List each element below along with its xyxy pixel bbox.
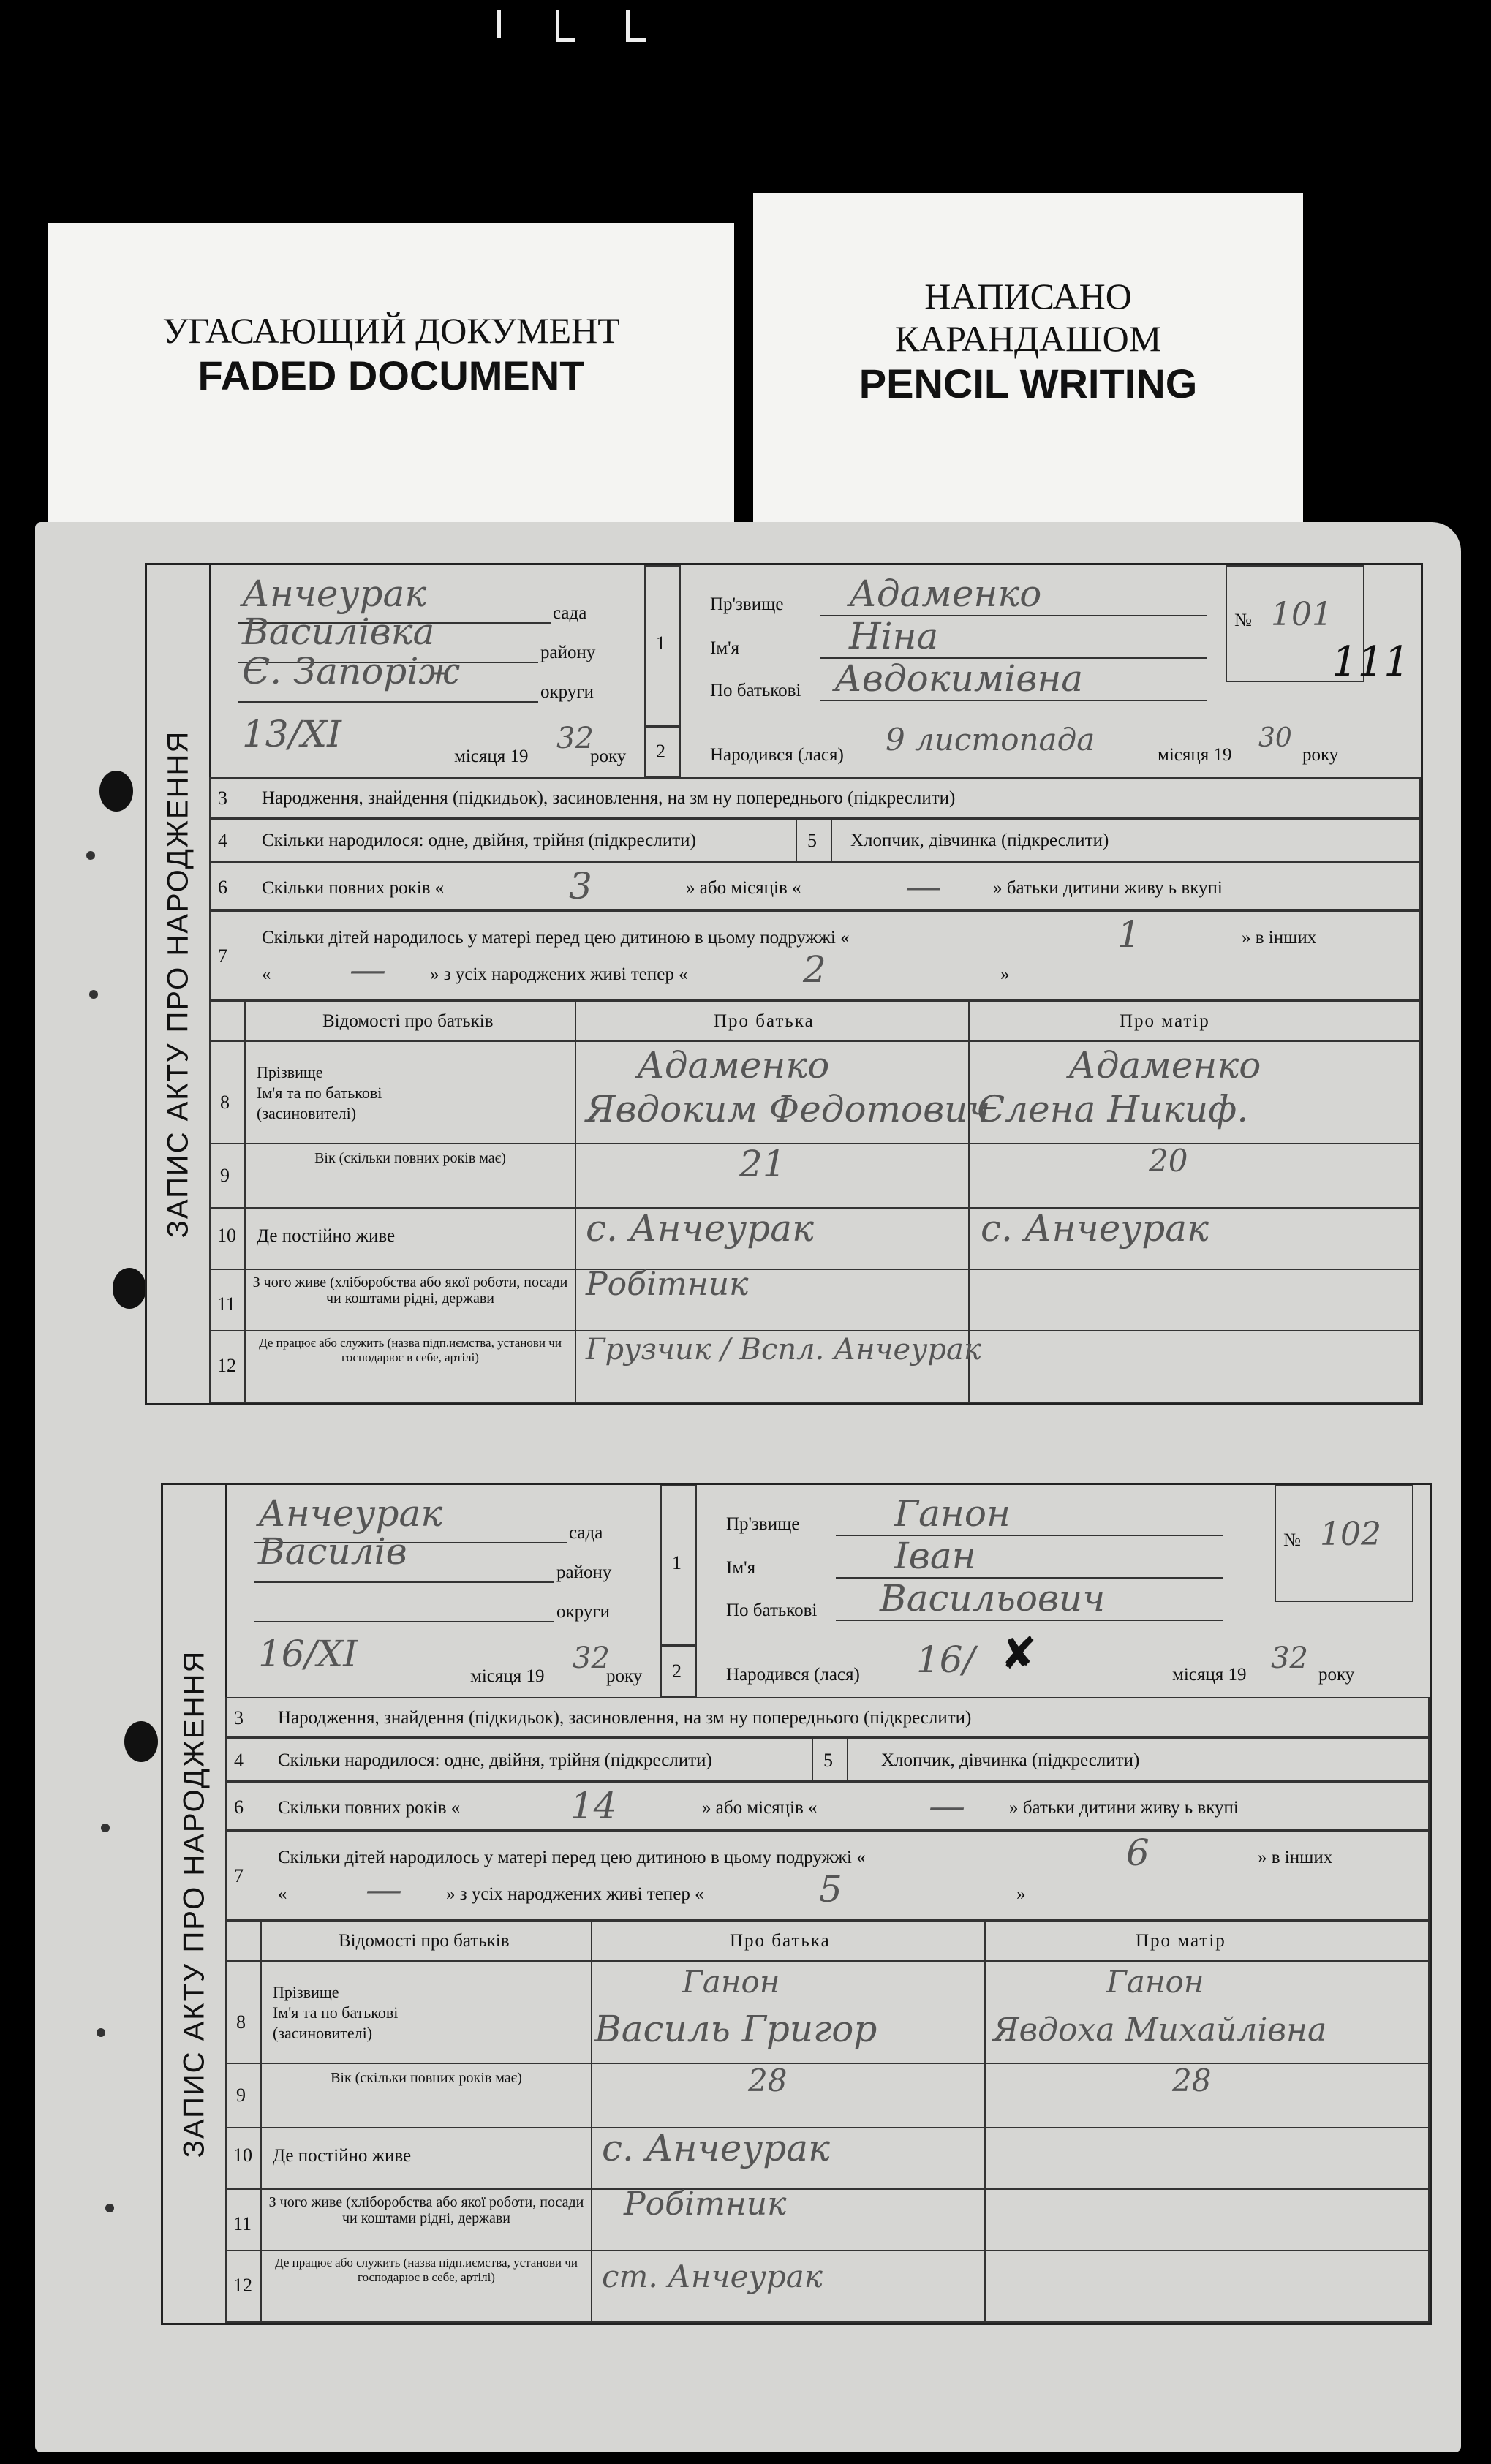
record-band-title: ЗАПИС АКТУ ПРО НАРОДЖЕННЯ <box>178 1649 210 2158</box>
born-year: 30 <box>1258 723 1292 753</box>
underline <box>820 700 1207 701</box>
row-divider <box>209 1143 1421 1144</box>
number-label: № <box>1283 1530 1301 1550</box>
children-other: — <box>366 1868 402 1911</box>
pencil-notice-ru1: НАПИСАНО <box>924 276 1132 317</box>
village-value: Анчеурак <box>242 572 427 615</box>
born-label: Народився (лася) <box>726 1665 860 1685</box>
parents-number-column <box>225 1921 262 2323</box>
row-divider <box>225 2188 1430 2190</box>
row-number-9: 9 <box>220 1165 230 1186</box>
row-3-text: Народження, знайдення (підкидьок), засиновлення, на зм ну попереднього (підкреслити) <box>278 1708 972 1728</box>
record-number: 102 <box>1320 1516 1381 1553</box>
living-now: 5 <box>819 1868 842 1911</box>
born-month-label: місяця 19 <box>1172 1665 1247 1685</box>
pencil-notice-ru2: КАРАНДАШОМ <box>894 318 1162 359</box>
underline <box>238 701 538 703</box>
father-name: Василь Григор <box>594 2008 877 2050</box>
underline <box>254 1581 554 1583</box>
row-3 <box>209 777 1421 818</box>
living-now: 2 <box>803 948 826 991</box>
row-4-text: Скільки народилося: одне, двійня, трійня (підкреслити) <box>262 831 696 850</box>
row-7 <box>209 910 1421 1001</box>
okrug-label: округи <box>540 682 594 702</box>
row-11-text: З чого живе (хліборобства або якої роботи, посади чи коштами рідні, держави <box>252 1274 568 1307</box>
row-number-7: 7 <box>234 1865 244 1886</box>
row-7-text-c: « <box>278 1884 287 1904</box>
okrug-label: округи <box>556 1602 610 1622</box>
district-label: району <box>556 1562 612 1582</box>
row-5-text: Хлопчик, дівчинка (підкреслити) <box>881 1750 1140 1770</box>
born-year: 32 <box>1271 1641 1308 1675</box>
years-together: 14 <box>570 1785 617 1827</box>
underline <box>254 1621 554 1622</box>
father-age: 28 <box>748 2063 788 2098</box>
faded-document-notice <box>48 223 734 523</box>
year-label: року <box>606 1666 643 1686</box>
number-label: № <box>1234 611 1252 630</box>
faded-notice-en: FADED DOCUMENT <box>197 352 585 398</box>
surname-label: Пр'звище <box>710 594 784 614</box>
cross-mark-icon: ✘ <box>1000 1628 1038 1679</box>
row-number-9: 9 <box>236 2085 246 2106</box>
row-7 <box>225 1830 1430 1921</box>
name-label: Ім'я <box>726 1558 756 1578</box>
row-number-2: 2 <box>672 1660 682 1682</box>
child-name: Іван <box>894 1535 976 1577</box>
row-10-text: Де постійно живе <box>273 2146 412 2166</box>
mother-name: Єлена Никиф. <box>977 1088 1249 1130</box>
month-label: місяця 19 <box>470 1666 545 1686</box>
surname-label: Пр'звище <box>726 1514 800 1534</box>
months-together: — <box>905 865 942 907</box>
registration-year: 32 <box>556 722 594 755</box>
father-age: 21 <box>739 1143 786 1185</box>
row-6-text-b: » або місяців « <box>686 878 801 898</box>
punch-dot <box>89 990 98 999</box>
mother-residence: с. Анчеурак <box>981 1207 1209 1250</box>
row-8-text: Прізвище Ім'я та по батькові (засиновителі) <box>257 1063 382 1122</box>
row-number-11: 11 <box>217 1293 236 1315</box>
row-6-text-a: Скільки повних років « <box>278 1798 461 1818</box>
mother-header: Про матір <box>1120 1011 1210 1031</box>
name-label: Ім'я <box>710 638 740 658</box>
record-number-box <box>1275 1485 1413 1602</box>
years-together: 3 <box>569 865 592 907</box>
child-surname: Адаменко <box>849 572 1042 615</box>
row-9-text: Вік (скільки повних років має) <box>331 2070 522 2086</box>
row-number-cell <box>644 726 681 777</box>
row-6-text-b: » або місяців « <box>702 1798 818 1818</box>
row-3 <box>225 1697 1430 1738</box>
underline <box>836 1620 1223 1621</box>
registration-year: 32 <box>573 1641 610 1675</box>
row-4-5 <box>209 818 1421 862</box>
mother-surname: Ганон <box>1106 1964 1204 2000</box>
row-number-6: 6 <box>218 877 227 898</box>
registration-date: 16/XI <box>258 1633 358 1675</box>
father-surname: Ганон <box>682 1964 780 2000</box>
record-number-annotation: 111 <box>1332 638 1410 686</box>
row-7-text-a: Скільки дітей народилось у матері перед цею дитиною в цьому подружжі « <box>262 928 850 948</box>
father-header: Про батька <box>714 1011 815 1031</box>
district-label: району <box>540 643 596 662</box>
row-4-text: Скільки народилося: одне, двійня, трійня (підкреслити) <box>278 1750 712 1770</box>
row-number-cell <box>644 565 681 726</box>
row-6-text-a: Скільки повних років « <box>262 878 445 898</box>
row-divider <box>225 2250 1430 2251</box>
father-work: Грузчик / Вспл. Анчеурак <box>586 1333 981 1367</box>
row-12-text: Де працює або служить (назва підп.иємства, установи чи господарює в себе, артілі) <box>259 1336 562 1364</box>
row-number-1: 1 <box>656 632 665 654</box>
row-9-text: Вік (скільки повних років має) <box>314 1150 506 1166</box>
born-label: Народився (лася) <box>710 745 844 765</box>
village-value: Анчеурак <box>258 1492 443 1535</box>
row-number-cell <box>796 818 832 862</box>
row-number-3: 3 <box>218 787 227 809</box>
born-year-label: року <box>1302 745 1339 765</box>
row-number-4: 4 <box>218 830 227 851</box>
child-patronymic: Васильович <box>880 1577 1106 1620</box>
born-day: 9 листопада <box>886 722 1095 757</box>
month-label: місяця 19 <box>454 747 529 766</box>
punch-dot <box>101 1824 110 1832</box>
row-divider <box>225 2063 1430 2064</box>
row-7-text-e: » <box>1016 1884 1026 1904</box>
row-divider <box>209 1330 1421 1331</box>
father-surname: Адаменко <box>637 1044 830 1086</box>
father-residence: с. Анчеурак <box>586 1207 814 1250</box>
row-number-5: 5 <box>807 830 817 851</box>
born-day: 16/ <box>916 1639 975 1681</box>
year-label: року <box>590 747 627 766</box>
row-7-text-e: » <box>1000 964 1010 984</box>
children-before: 1 <box>1117 913 1141 956</box>
row-divider <box>209 1207 1421 1209</box>
father-name: Явдоким Федотович <box>586 1088 991 1130</box>
born-month-label: місяця 19 <box>1158 745 1232 765</box>
patronymic-label: По батькові <box>726 1601 818 1620</box>
spacer <box>209 565 210 777</box>
father-occupation: Робітник <box>624 2185 787 2223</box>
pencil-notice-en: PENCIL WRITING <box>858 360 1198 407</box>
row-3-text: Народження, знайдення (підкидьок), засиновлення, на зм ну попереднього (підкреслити) <box>262 788 956 808</box>
child-patronymic: Авдокимівна <box>834 657 1084 700</box>
row-number-10: 10 <box>233 2144 252 2166</box>
punch-hole <box>113 1268 146 1309</box>
film-tick <box>497 10 501 38</box>
row-number-6: 6 <box>234 1796 244 1818</box>
registration-date: 13/XI <box>242 713 341 755</box>
born-year-label: року <box>1318 1665 1355 1685</box>
row-7-text-d: » з усіх народжених живі тепер « <box>430 964 688 984</box>
punch-dot <box>97 2028 105 2037</box>
months-together: — <box>929 1785 965 1827</box>
mother-header: Про матір <box>1136 1931 1226 1951</box>
record-number: 101 <box>1271 596 1332 633</box>
register-page <box>35 522 1461 2452</box>
parents-info-header: Відомості про батьків <box>322 1011 494 1031</box>
row-number-2: 2 <box>656 741 665 762</box>
row-7-text-d: » з усіх народжених живі тепер « <box>446 1884 704 1904</box>
row-number-11: 11 <box>233 2213 252 2234</box>
row-7-text-b: » в інших <box>1242 928 1317 948</box>
row-divider <box>209 1040 1421 1042</box>
row-12-text: Де працює або служить (назва підп.иємства, установи чи господарює в себе, артілі) <box>275 2256 578 2284</box>
row-6-text-c: » батьки дитини живу ь вкупі <box>993 878 1223 898</box>
punch-dot <box>86 851 95 860</box>
district-value: Василів <box>258 1530 407 1573</box>
row-divider <box>225 1960 1430 1962</box>
row-number-cell <box>812 1738 848 1782</box>
row-number-3: 3 <box>234 1707 244 1728</box>
child-name: Ніна <box>849 615 939 657</box>
row-number-4: 4 <box>234 1750 244 1771</box>
film-tick <box>556 10 575 42</box>
row-11-text: З чого живе (хліборобства або якої роботи, посади чи коштами рідні, держави <box>268 2194 584 2226</box>
district-value: Василівка <box>242 611 435 653</box>
row-6 <box>209 862 1421 910</box>
row-number-10: 10 <box>217 1225 236 1246</box>
row-8-text: Прізвище Ім'я та по батькові (засиновителі) <box>273 1983 399 2042</box>
mother-name: Явдоха Михайлівна <box>993 2011 1327 2049</box>
row-divider <box>209 1269 1421 1270</box>
parents-number-column <box>209 1001 246 1403</box>
row-number-8: 8 <box>220 1092 230 1113</box>
father-residence: с. Анчеурак <box>602 2127 830 2169</box>
father-occupation: Робітник <box>586 1266 749 1303</box>
mother-surname: Адаменко <box>1068 1044 1261 1086</box>
pencil-writing-notice <box>753 193 1303 523</box>
row-number-5: 5 <box>823 1750 833 1771</box>
row-number-1: 1 <box>672 1552 682 1573</box>
row-5-text: Хлопчик, дівчинка (підкреслити) <box>850 831 1109 850</box>
birth-record-1 <box>145 563 1423 1405</box>
row-10-text: Де постійно живе <box>257 1226 396 1246</box>
punch-dot <box>105 2204 114 2212</box>
row-4-5 <box>225 1738 1430 1782</box>
village-label: сада <box>553 603 587 623</box>
okrug-value: Є. Запоріж <box>242 650 461 692</box>
record-band <box>147 565 211 1403</box>
row-6 <box>225 1782 1430 1830</box>
birth-record-2 <box>161 1483 1432 2325</box>
punch-hole <box>124 1721 158 1762</box>
row-7-text-a: Скільки дітей народилось у матері перед цею дитиною в цьому подружжі « <box>278 1848 866 1867</box>
row-number-cell <box>660 1646 697 1697</box>
record-band <box>163 1485 227 2323</box>
children-other: — <box>350 948 386 991</box>
parents-info-header: Відомості про батьків <box>339 1931 510 1951</box>
punch-hole <box>99 771 133 812</box>
row-number-cell <box>660 1485 697 1646</box>
row-number-8: 8 <box>236 2011 246 2033</box>
children-before: 6 <box>1126 1832 1150 1874</box>
row-7-text-b: » в інших <box>1258 1848 1333 1867</box>
child-surname: Ганон <box>894 1492 1011 1535</box>
row-number-7: 7 <box>218 945 227 967</box>
village-label: сада <box>569 1523 603 1543</box>
father-work: ст. Анчеурак <box>602 2259 823 2294</box>
row-6-text-c: » батьки дитини живу ь вкупі <box>1009 1798 1239 1818</box>
row-number-12: 12 <box>233 2275 252 2296</box>
film-tick <box>626 10 646 42</box>
patronymic-label: По батькові <box>710 681 801 700</box>
mother-age: 20 <box>1149 1143 1188 1179</box>
record-band-title: ЗАПИС АКТУ ПРО НАРОДЖЕННЯ <box>162 730 194 1239</box>
father-header: Про батька <box>730 1931 831 1951</box>
row-number-12: 12 <box>217 1355 236 1376</box>
row-7-text-c: « <box>262 964 271 984</box>
mother-age: 28 <box>1172 2063 1212 2098</box>
faded-notice-ru: УГАСАЮЩИЙ ДОКУМЕНТ <box>162 310 620 351</box>
